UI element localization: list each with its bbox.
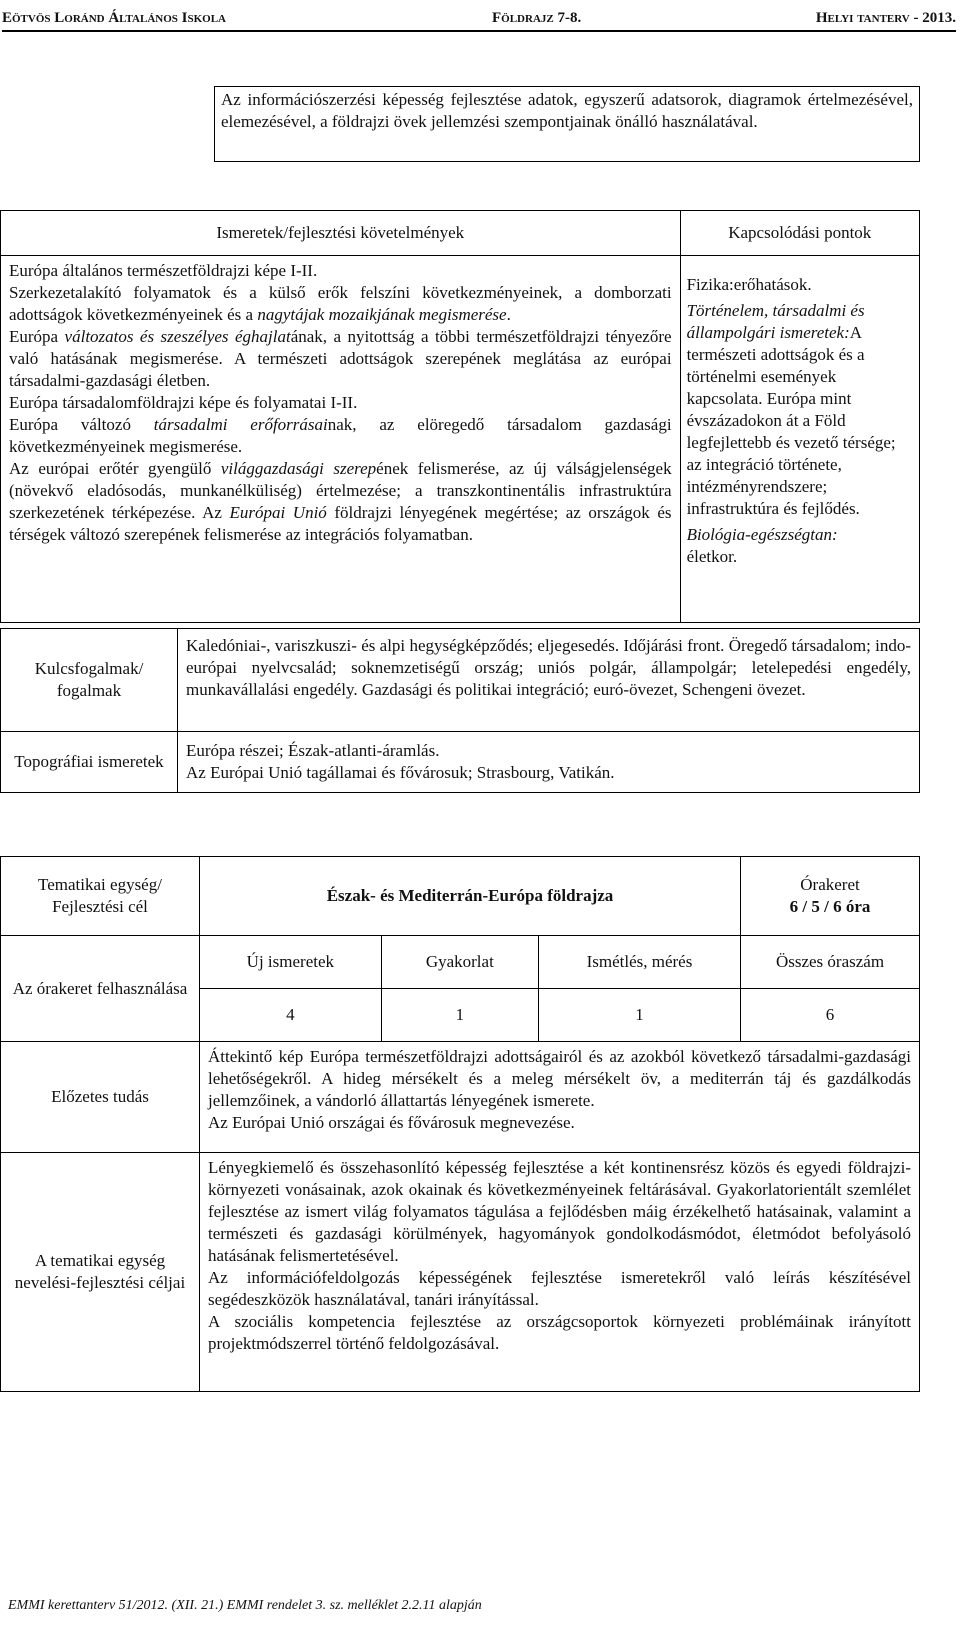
conn-tortenelem: Történelem, társadalmi és állampolgári ismeretek:A természeti adottságok és a történelmi események kapcsolata. Európa mint évszázadokon át a Föld legfejlettebb és vezető térsége; az integráció története, intézményrendszere; infrastruktúra és fejlődés.: [686, 301, 896, 518]
requirements-table: [0, 210, 920, 623]
conn-fizika: Fizika:erőhatások.: [686, 275, 812, 294]
intro-text: Az információszerzési képesség fejlesztése adatok, egyszerű adatsorok, diagramok értelmezésével, elemezésével, a földrajzi övek jellemzési szempontjainak önálló használatával.: [215, 87, 920, 162]
requirements-text: [1, 256, 681, 623]
topografiai-text: Európa részei; Észak-atlanti-áramlás. Az Európai Unió tagállamai és fővárosuk; Strasbourg, Vatikán.: [178, 732, 920, 793]
page-header: [2, 4, 956, 32]
req-p5: Európa változó társadalmi erőforrásainak, az elöregedő társadalom gazdasági következményeinek megismerése.: [9, 415, 672, 456]
hours-value-1: 4: [200, 989, 382, 1042]
header-school: Eötvös Loránd Általános Iskola: [2, 10, 226, 26]
footer: EMMI kerettanterv 51/2012. (XII. 21.) EMMI rendelet 3. sz. melléklet 2.2.11 alapján: [8, 1598, 482, 1613]
hours-header-1: Új ismeretek: [200, 936, 382, 989]
col1-header: Ismeretek/fejlesztési követelmények: [1, 211, 681, 256]
col2-header: Kapcsolódási pontok: [680, 211, 919, 256]
hours-value: 6 / 5 / 6 óra: [789, 897, 871, 916]
req-p2: Szerkezetalakító folyamatok és a külső erők felszíni következményeinek, a domborzati adottságok következményeinek és a nagytájak mozaikjának megismerése.: [9, 283, 672, 324]
hours-value-3: 1: [538, 989, 740, 1042]
intro-table: [214, 86, 920, 162]
celjai-text: Lényegkiemelő és összehasonlító képesség fejlesztése a két kontinensrész közös és egyedi földrajzi-környezeti vonásainak, azok okainak és következményeinek feltárásával. Gyakorlatorientált szemlélet fejlesztése az ismert világ folyamatos tágulása a fejlődésben máig érzékelhető hatásainak, valamint a természeti és gazdasági körülmények, hagyományok gondolkodásmódot, életmódot befolyásoló hatásának felismertetésével. Az információfeldolgozás képességének fejlesztése ismeretekről való leírás készítésével segédeszközök használatával, tanári irányítással. A szociális kompetencia fejlesztése az országcsoportok környezeti problémáinak irányított projektmódszerrel történő feldolgozásával.: [200, 1153, 920, 1392]
hours-header-2: Gyakorlat: [381, 936, 538, 989]
hours-label: Órakeret: [800, 875, 860, 894]
concepts-table: [0, 628, 920, 793]
topografiai-label: Topográfiai ismeretek: [1, 732, 178, 793]
req-p1: Európa általános természetföldrajzi képe I-II.: [9, 261, 318, 280]
req-p3: Európa változatos és szeszélyes éghajlatának, a nyitottság a többi természetföldrajzi tényezőre való hatásának megismerése. A természeti adottságok szerepének meglátása az európai társadalmi-gazdasági életben.: [9, 327, 672, 390]
orakeret-label: Az órakeret felhasználása: [1, 936, 200, 1042]
celjai-label: A tematikai egység nevelési-fejlesztési céljai: [1, 1153, 200, 1392]
req-p6: Az európai erőtér gyengülő világgazdasági szerepének felismerése, az új válságjelenségek (növekvő eladósodás, munkanélküliség) értelmezése; a transzkontinentális infrastruktúra szerkezetének térképezése. Az Európai Unió földrajzi lényegének megértése; az országok és térségek változó szerepének felismerése az integrációs folyamatban.: [9, 459, 672, 544]
elozetes-text: Áttekintő kép Európa természetföldrajzi adottságairól és az azokból következő társadalmi-gazdasági lehetőségekről. A hideg mérsékelt és a meleg mérsékelt öv, a mediterrán táj és gazdálkodás jellemzőinek, a vándorló állattartás lényegének ismerete. Az Európai Unió országai és fővárosuk megnevezése.: [200, 1042, 920, 1153]
conn-biologia: Biológia-egészségtan: életkor.: [686, 525, 838, 566]
header-plan: Helyi tanterv - 2013.: [815, 10, 956, 26]
header-subject: Földrajz 7-8.: [492, 10, 582, 26]
hours-header-3: Ismétlés, mérés: [538, 936, 740, 989]
req-p4: Európa társadalomföldrajzi képe és folyamatai I-II.: [9, 393, 358, 412]
kulcsfogalmak-label: Kulcsfogalmak/ fogalmak: [1, 629, 178, 732]
hours-cell: [741, 857, 920, 936]
elozetes-label: Előzetes tudás: [1, 1042, 200, 1153]
tematikai-label: Tematikai egység/ Fejlesztési cél: [1, 857, 200, 936]
unit-title: Észak- és Mediterrán-Európa földrajza: [200, 857, 741, 936]
hours-value-4: 6: [741, 989, 920, 1042]
kulcsfogalmak-text: Kaledóniai-, variszkuszi- és alpi hegységképződés; eljegesedés. Időjárási front. Öregedő társadalom; indo-európai nyelvcsalád; soknemzetiségű ország; uniós polgár, állampolgár; letelepedési engedély, munkavállalási engedély. Gazdasági és politikai integráció; euró-övezet, Schengeni övezet.: [178, 629, 920, 732]
hours-header-4: Összes óraszám: [741, 936, 920, 989]
connections-text: [680, 256, 919, 623]
unit-table: [0, 856, 920, 1392]
hours-value-2: 1: [381, 989, 538, 1042]
